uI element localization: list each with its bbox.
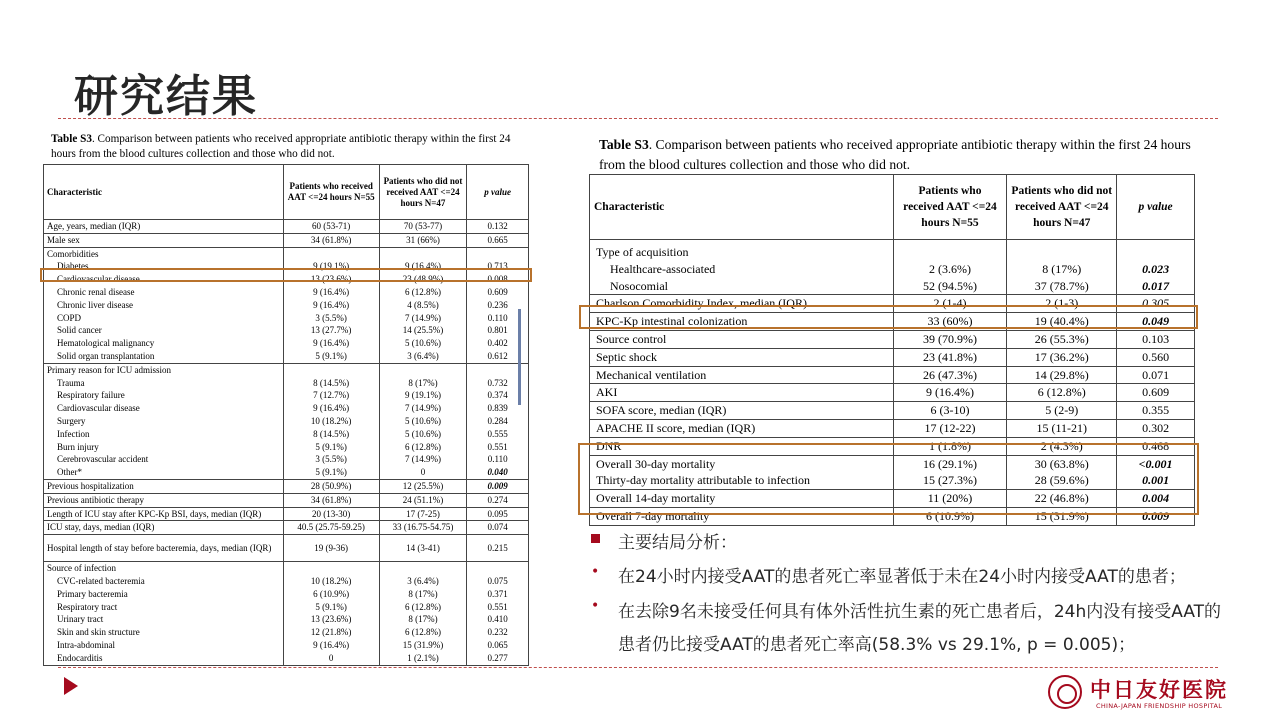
value-cell: 5 (9.1%)	[283, 350, 379, 363]
row-label: Skin and skin structure	[44, 626, 284, 639]
row-label: Source of infection	[44, 562, 284, 575]
value-cell: 2 (4.3%)	[1007, 437, 1117, 455]
value-cell: 11 (20%)	[893, 490, 1007, 508]
table-row	[44, 415, 529, 428]
table-row	[44, 601, 529, 614]
row-label: Male sex	[44, 233, 284, 247]
p-value-cell: 0.110	[467, 312, 529, 325]
table-row	[590, 419, 1195, 437]
row-label: Previous antibiotic therapy	[44, 493, 284, 507]
p-value-cell	[467, 562, 529, 575]
value-cell: 31 (66%)	[379, 233, 467, 247]
value-cell: 10 (18.2%)	[283, 415, 379, 428]
table-row	[44, 377, 529, 390]
row-label: Trauma	[44, 377, 284, 390]
p-value-cell: 0.103	[1117, 330, 1195, 348]
row-label: Source control	[590, 330, 894, 348]
p-value-cell: 0.009	[1117, 507, 1195, 525]
value-cell: 8 (17%)	[379, 588, 467, 601]
value-cell: 33 (16.75-54.75)	[379, 521, 467, 535]
p-value-cell: 0.023	[1117, 261, 1195, 278]
row-label: Overall 30-day mortality	[590, 455, 894, 472]
value-cell: 13 (23.6%)	[283, 613, 379, 626]
value-cell: 24 (51.1%)	[379, 493, 467, 507]
value-cell: 1 (1.8%)	[893, 437, 1007, 455]
row-label: Length of ICU stay after KPC-Kp BSI, days, median (IQR)	[44, 507, 284, 521]
value-cell: 15 (31.9%)	[379, 639, 467, 652]
table-row	[44, 652, 529, 665]
value-cell: 1 (2.1%)	[379, 652, 467, 665]
value-cell: 2 (3.6%)	[893, 261, 1007, 278]
p-value-cell	[1117, 240, 1195, 261]
left-header-p: p value	[467, 165, 529, 220]
table-row	[44, 220, 529, 234]
table-row	[590, 348, 1195, 366]
right-header-received: Patients who received AAT <=24 hours N=55	[893, 175, 1007, 240]
p-value-cell	[467, 247, 529, 260]
value-cell: 5 (9.1%)	[283, 466, 379, 479]
left-caption-label: Table S3	[51, 133, 92, 145]
p-value-cell: 0.410	[467, 613, 529, 626]
table-row	[44, 626, 529, 639]
value-cell: 8 (17%)	[379, 377, 467, 390]
play-arrow-icon	[64, 677, 78, 695]
value-cell: 9 (16.4%)	[283, 402, 379, 415]
table-row	[44, 588, 529, 601]
value-cell: 23 (48.9%)	[379, 273, 467, 286]
table-row	[44, 299, 529, 312]
left-caption-text: . Comparison between patients who received appropriate antibiotic therapy within the first 24 hours from the blood cultures collection and those who did not.	[51, 133, 511, 160]
p-value-cell: 0.555	[467, 428, 529, 441]
value-cell: 8 (17%)	[379, 613, 467, 626]
value-cell: 6 (10.9%)	[893, 507, 1007, 525]
value-cell: 3 (5.5%)	[283, 312, 379, 325]
row-label: Comorbidities	[44, 247, 284, 260]
scrollbar[interactable]	[518, 309, 521, 405]
p-value-cell: 0.665	[467, 233, 529, 247]
row-label: Cerebrovascular accident	[44, 453, 284, 466]
table-row	[44, 312, 529, 325]
p-value-cell: 0.374	[467, 389, 529, 402]
right-highlight-box-mortality	[578, 443, 1199, 515]
p-value-cell: 0.560	[1117, 348, 1195, 366]
value-cell: 52 (94.5%)	[893, 278, 1007, 295]
table-row	[44, 233, 529, 247]
analysis-bullet-2: 在去除9名未接受任何具有体外活性抗生素的死亡患者后，24h内没有接受AAT的患者仍比接受AAT的患者死亡率高(58.3% vs 29.1%, p = 0.005)；	[618, 602, 1222, 655]
p-value-cell: 0.713	[467, 260, 529, 273]
table-row	[44, 493, 529, 507]
value-cell: 2 (1-4)	[893, 295, 1007, 313]
value-cell: 0	[283, 652, 379, 665]
p-value-cell: 0.468	[1117, 437, 1195, 455]
row-label: Overall 14-day mortality	[590, 490, 894, 508]
value-cell: 15 (31.9%)	[1007, 507, 1117, 525]
table-row	[44, 286, 529, 299]
value-cell: 5 (10.6%)	[379, 337, 467, 350]
table-row	[590, 366, 1195, 384]
value-cell: 40.5 (25.75-59.25)	[283, 521, 379, 535]
left-header-not-received: Patients who did not received AAT <=24 hours N=47	[379, 165, 467, 220]
value-cell: 9 (19.1%)	[283, 260, 379, 273]
value-cell: 9 (16.4%)	[283, 639, 379, 652]
row-label: Diabetes	[44, 260, 284, 273]
table-row	[44, 453, 529, 466]
value-cell: 6 (10.9%)	[283, 588, 379, 601]
p-value-cell: 0.305	[1117, 295, 1195, 313]
top-divider	[58, 118, 1218, 119]
bottom-divider	[58, 667, 1218, 668]
value-cell: 34 (61.8%)	[283, 233, 379, 247]
value-cell: 17 (36.2%)	[1007, 348, 1117, 366]
row-label: Solid cancer	[44, 324, 284, 337]
value-cell: 16 (29.1%)	[893, 455, 1007, 472]
row-label: Thirty-day mortality attributable to infection	[590, 472, 894, 489]
p-value-cell: 0.371	[467, 588, 529, 601]
value-cell: 39 (70.9%)	[893, 330, 1007, 348]
p-value-cell: 0.017	[1117, 278, 1195, 295]
value-cell: 12 (21.8%)	[283, 626, 379, 639]
value-cell: 60 (53-71)	[283, 220, 379, 234]
square-bullet-icon	[591, 534, 600, 543]
value-cell	[379, 363, 467, 376]
right-caption-text: . Comparison between patients who received appropriate antibiotic therapy within the first 24 hours from the blood cultures collection and those who did not.	[599, 137, 1191, 172]
p-value-cell: 0.801	[467, 324, 529, 337]
left-header-characteristic: Characteristic	[44, 165, 284, 220]
value-cell: 7 (14.9%)	[379, 453, 467, 466]
value-cell: 6 (12.8%)	[379, 286, 467, 299]
p-value-cell: 0.001	[1117, 472, 1195, 489]
row-label: Septic shock	[590, 348, 894, 366]
row-label: KPC-Kp intestinal colonization	[590, 313, 894, 331]
row-label: Infection	[44, 428, 284, 441]
row-label: Age, years, median (IQR)	[44, 220, 284, 234]
table-row	[44, 479, 529, 493]
row-label: AKI	[590, 384, 894, 402]
value-cell: 15 (11-21)	[1007, 419, 1117, 437]
value-cell: 9 (16.4%)	[379, 260, 467, 273]
right-header-not-received: Patients who did not received AAT <=24 hours N=47	[1007, 175, 1117, 240]
row-label: Primary reason for ICU admission	[44, 363, 284, 376]
value-cell: 8 (17%)	[1007, 261, 1117, 278]
row-label: Endocarditis	[44, 652, 284, 665]
value-cell: 33 (60%)	[893, 313, 1007, 331]
value-cell: 30 (63.8%)	[1007, 455, 1117, 472]
table-row	[44, 613, 529, 626]
value-cell: 26 (55.3%)	[1007, 330, 1117, 348]
p-value-cell: <0.001	[1117, 455, 1195, 472]
p-value-cell: 0.095	[467, 507, 529, 521]
p-value-cell: 0.284	[467, 415, 529, 428]
value-cell: 8 (14.5%)	[283, 428, 379, 441]
value-cell: 7 (14.9%)	[379, 402, 467, 415]
value-cell: 3 (6.4%)	[379, 575, 467, 588]
p-value-cell: 0.302	[1117, 419, 1195, 437]
row-label: Charlson Comorbidity Index, median (IQR)	[590, 295, 894, 313]
row-label: Healthcare-associated	[590, 261, 894, 278]
table-row	[590, 330, 1195, 348]
analysis-heading: 主要结局分析：	[618, 533, 737, 553]
p-value-cell: 0.839	[467, 402, 529, 415]
row-label: Chronic renal disease	[44, 286, 284, 299]
table-row	[44, 350, 529, 363]
row-label: Respiratory failure	[44, 389, 284, 402]
p-value-cell: 0.551	[467, 441, 529, 454]
hospital-name-en: CHINA-JAPAN FRIENDSHIP HOSPITAL	[1096, 702, 1223, 710]
table-row	[44, 441, 529, 454]
value-cell: 6 (12.8%)	[379, 441, 467, 454]
value-cell: 14 (29.8%)	[1007, 366, 1117, 384]
bullet-dot-icon: •	[591, 564, 600, 580]
value-cell: 13 (27.7%)	[283, 324, 379, 337]
slide-title: 研究结果	[74, 71, 258, 122]
table-row	[590, 240, 1195, 261]
left-table-caption	[51, 132, 531, 162]
table-row	[44, 575, 529, 588]
row-label: Type of acquisition	[590, 240, 894, 261]
value-cell: 9 (16.4%)	[283, 299, 379, 312]
value-cell: 17 (7-25)	[379, 507, 467, 521]
p-value-cell: 0.277	[467, 652, 529, 665]
value-cell: 5 (10.6%)	[379, 415, 467, 428]
value-cell: 28 (50.9%)	[283, 479, 379, 493]
value-cell: 4 (8.5%)	[379, 299, 467, 312]
value-cell: 9 (19.1%)	[379, 389, 467, 402]
p-value-cell: 0.132	[467, 220, 529, 234]
p-value-cell: 0.551	[467, 601, 529, 614]
p-value-cell: 0.004	[1117, 490, 1195, 508]
value-cell: 13 (23.6%)	[283, 273, 379, 286]
row-label: Intra-abdominal	[44, 639, 284, 652]
value-cell: 9 (16.4%)	[283, 286, 379, 299]
value-cell: 0	[379, 466, 467, 479]
p-value-cell: 0.402	[467, 337, 529, 350]
table-row	[44, 562, 529, 575]
p-value-cell: 0.071	[1117, 366, 1195, 384]
table-row	[590, 402, 1195, 420]
value-cell: 7 (12.7%)	[283, 389, 379, 402]
value-cell: 6 (12.8%)	[379, 626, 467, 639]
row-label: Overall 7-day mortality	[590, 507, 894, 525]
value-cell: 22 (46.8%)	[1007, 490, 1117, 508]
row-label: DNR	[590, 437, 894, 455]
p-value-cell: 0.732	[467, 377, 529, 390]
value-cell: 8 (14.5%)	[283, 377, 379, 390]
p-value-cell: 0.236	[467, 299, 529, 312]
p-value-cell: 0.274	[467, 493, 529, 507]
value-cell: 3 (5.5%)	[283, 453, 379, 466]
row-label: Primary bacteremia	[44, 588, 284, 601]
p-value-cell: 0.110	[467, 453, 529, 466]
value-cell	[283, 562, 379, 575]
table-row	[590, 384, 1195, 402]
right-header-characteristic: Characteristic	[590, 175, 894, 240]
table-row	[44, 466, 529, 479]
value-cell: 7 (14.9%)	[379, 312, 467, 325]
value-cell: 20 (13-30)	[283, 507, 379, 521]
value-cell: 19 (9-36)	[283, 535, 379, 562]
row-label: Mechanical ventilation	[590, 366, 894, 384]
p-value-cell: 0.232	[467, 626, 529, 639]
value-cell: 28 (59.6%)	[1007, 472, 1117, 489]
row-label: Surgery	[44, 415, 284, 428]
table-row	[44, 337, 529, 350]
value-cell: 6 (3-10)	[893, 402, 1007, 420]
row-label: Respiratory tract	[44, 601, 284, 614]
value-cell: 3 (6.4%)	[379, 350, 467, 363]
bullet-dot-icon: •	[591, 598, 600, 614]
p-value-cell: 0.065	[467, 639, 529, 652]
row-label: APACHE II score, median (IQR)	[590, 419, 894, 437]
right-header-row	[590, 175, 1195, 240]
value-cell: 5 (10.6%)	[379, 428, 467, 441]
value-cell	[893, 240, 1007, 261]
right-table-caption	[599, 135, 1199, 174]
value-cell: 6 (12.8%)	[1007, 384, 1117, 402]
p-value-cell: 0.009	[467, 479, 529, 493]
left-highlight-box	[40, 268, 532, 282]
row-label: ICU stay, days, median (IQR)	[44, 521, 284, 535]
p-value-cell: 0.074	[467, 521, 529, 535]
left-header-row	[44, 165, 529, 220]
value-cell: 19 (40.4%)	[1007, 313, 1117, 331]
value-cell: 37 (78.7%)	[1007, 278, 1117, 295]
value-cell: 9 (16.4%)	[893, 384, 1007, 402]
table-row	[44, 428, 529, 441]
right-header-p: p value	[1117, 175, 1195, 240]
row-label: Nosocomial	[590, 278, 894, 295]
table-row	[44, 521, 529, 535]
value-cell: 12 (25.5%)	[379, 479, 467, 493]
table-row	[44, 402, 529, 415]
p-value-cell: 0.008	[467, 273, 529, 286]
right-highlight-box-colonization	[579, 305, 1198, 329]
left-comparison-table	[43, 164, 529, 666]
value-cell: 2 (1-3)	[1007, 295, 1117, 313]
row-label: Burn injury	[44, 441, 284, 454]
p-value-cell: 0.355	[1117, 402, 1195, 420]
value-cell: 14 (25.5%)	[379, 324, 467, 337]
row-label: Cardiovascular disease	[44, 402, 284, 415]
row-label: Other*	[44, 466, 284, 479]
left-table-body	[44, 220, 529, 666]
value-cell: 70 (53-77)	[379, 220, 467, 234]
table-row	[44, 324, 529, 337]
table-row	[44, 389, 529, 402]
value-cell	[283, 247, 379, 260]
value-cell: 5 (9.1%)	[283, 441, 379, 454]
value-cell: 5 (9.1%)	[283, 601, 379, 614]
value-cell: 26 (47.3%)	[893, 366, 1007, 384]
row-label: SOFA score, median (IQR)	[590, 402, 894, 420]
value-cell: 15 (27.3%)	[893, 472, 1007, 489]
right-caption-label: Table S3	[599, 137, 649, 152]
table-row	[44, 535, 529, 562]
row-label: Urinary tract	[44, 613, 284, 626]
hospital-emblem-icon	[1048, 675, 1082, 709]
p-value-cell: 0.215	[467, 535, 529, 562]
value-cell: 10 (18.2%)	[283, 575, 379, 588]
value-cell: 34 (61.8%)	[283, 493, 379, 507]
row-label: Hospital length of stay before bacteremia, days, median (IQR)	[44, 535, 284, 562]
row-label: Solid organ transplantation	[44, 350, 284, 363]
value-cell: 6 (12.8%)	[379, 601, 467, 614]
value-cell	[283, 363, 379, 376]
hospital-name-cn: 中日友好医院	[1090, 678, 1228, 702]
row-label: COPD	[44, 312, 284, 325]
table-row	[44, 639, 529, 652]
p-value-cell: 0.612	[467, 350, 529, 363]
row-label: Cardiovascular disease	[44, 273, 284, 286]
p-value-cell: 0.609	[1117, 384, 1195, 402]
analysis-bullet-1: 在24小时内接受AAT的患者死亡率显著低于未在24小时内接受AAT的患者；	[618, 567, 1186, 587]
row-label: Chronic liver disease	[44, 299, 284, 312]
p-value-cell: 0.049	[1117, 313, 1195, 331]
table-row	[44, 363, 529, 376]
value-cell: 17 (12-22)	[893, 419, 1007, 437]
table-row	[44, 507, 529, 521]
p-value-cell: 0.040	[467, 466, 529, 479]
left-header-received: Patients who received AAT <=24 hours N=55	[283, 165, 379, 220]
row-label: Hematological malignancy	[44, 337, 284, 350]
value-cell: 14 (3-41)	[379, 535, 467, 562]
table-row	[590, 278, 1195, 295]
value-cell	[379, 562, 467, 575]
value-cell	[1007, 240, 1117, 261]
p-value-cell: 0.075	[467, 575, 529, 588]
value-cell: 23 (41.8%)	[893, 348, 1007, 366]
row-label: CVC-related bacteremia	[44, 575, 284, 588]
value-cell: 5 (2-9)	[1007, 402, 1117, 420]
value-cell	[379, 247, 467, 260]
table-row	[590, 261, 1195, 278]
p-value-cell: 0.609	[467, 286, 529, 299]
table-row	[44, 247, 529, 260]
value-cell: 9 (16.4%)	[283, 337, 379, 350]
row-label: Previous hospitalization	[44, 479, 284, 493]
